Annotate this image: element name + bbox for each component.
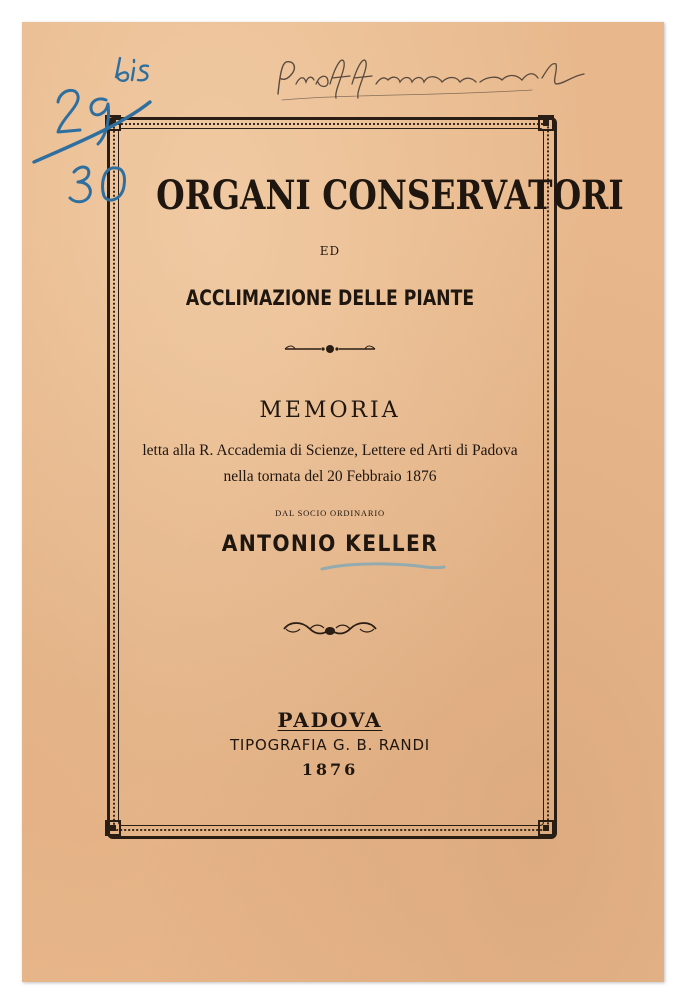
corner-ornament-top-right <box>537 114 555 132</box>
publication-year: 1876 <box>301 760 359 779</box>
subtitle: ACCLIMAZIONE DELLE PIANTE <box>185 286 475 310</box>
member-note: DAL SOCIO ORDINARIO <box>275 508 385 518</box>
session-line: nella tornata del 20 Febbraio 1876 <box>223 468 437 485</box>
ink-shelf-number <box>30 40 170 210</box>
printer-name: TIPOGRAFIA G. B. RANDI <box>229 736 431 754</box>
publication-city: PADOVA <box>277 708 383 732</box>
title: ORGANI CONSERVATORI <box>156 172 624 219</box>
genre-heading: MEMORIA <box>259 398 401 423</box>
corner-ornament-bottom-right <box>537 819 555 837</box>
presentation-line: letta alla R. Accademia di Scienze, Lettere ed Arti di Padova <box>142 442 518 459</box>
divider-ornament-bottom <box>280 618 380 640</box>
corner-ornament-bottom-left <box>104 819 122 837</box>
ink-underline <box>318 557 448 575</box>
conjunction: ED <box>319 244 341 258</box>
pencil-inscription <box>272 54 602 106</box>
divider-ornament-top <box>283 342 377 356</box>
author-name: ANTONIO KELLER <box>221 532 439 557</box>
